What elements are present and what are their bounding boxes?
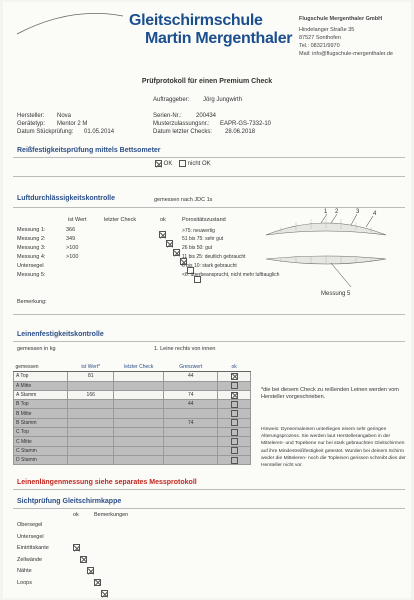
lines-cell-limit: 44	[164, 372, 218, 381]
divider	[13, 314, 405, 315]
lines-ok-checkbox[interactable]	[231, 429, 238, 436]
lines-cell-last	[114, 381, 164, 390]
visual-col-ok: ok	[73, 512, 79, 518]
lines-cell-value	[68, 437, 114, 446]
lines-ok-checkbox[interactable]	[231, 373, 238, 380]
visual-row-checkbox[interactable]	[94, 579, 101, 586]
manufacturer-label: Hersteller:	[17, 113, 45, 119]
lines-table	[13, 363, 251, 465]
lines-cell-ok	[218, 455, 251, 464]
diagram-number-2: 2	[335, 209, 339, 215]
lines-cell-value	[68, 428, 114, 437]
lines-cell-last	[114, 400, 164, 409]
air-row-label: Messung 3:	[17, 245, 46, 251]
visual-row-checkbox[interactable]	[101, 590, 108, 597]
air-row-label: Messung 4:	[17, 254, 46, 260]
approval-label: Musterzulassungsnr.:	[153, 121, 210, 127]
wing-diagram	[261, 205, 391, 297]
lines-ok-checkbox[interactable]	[231, 457, 238, 464]
lines-cell-last	[114, 409, 164, 418]
lines-cell-ok	[218, 437, 251, 446]
lines-cell-name: B Stamm	[14, 418, 68, 427]
lines-cell-limit: 74	[164, 418, 218, 427]
diagram-number-1: 1	[324, 209, 328, 215]
table-row	[14, 372, 251, 381]
last-check-value: 28.06.2018	[225, 129, 256, 135]
paraglider-swoosh-icon	[15, 8, 125, 38]
logo-line-2: Martin Mergenthaler	[145, 30, 293, 47]
lines-ok-checkbox[interactable]	[231, 382, 238, 389]
logo-line-1: Gleitschirmschule	[129, 12, 263, 29]
lines-cell-name: D Stamm	[14, 455, 68, 464]
tear-not-ok-checkbox[interactable]	[179, 160, 186, 167]
lines-hint: Hinweis: Dyneemaleinen unterliegen einem sehr geringen Alterungsprozess. Sie werden laut Herstellerangaben in der Mitteleren- und Topebene nur bei stark gebrauchten Gleitschirmen auf ihre Mindestreißfestigkeit getestet. Wurden bei deinem Schirm weder die Mitteleren- noch die Topleinen gerissen schreibt dies der Hersteller nicht vor.	[261, 427, 406, 469]
page-title: Prüfprotokoll für einen Premium Check	[141, 78, 273, 85]
tear-ok[interactable]	[155, 160, 172, 167]
serial-label: Serien-Nr.:	[153, 113, 182, 119]
address-line-3: Tel.: 08321/9970	[299, 43, 340, 49]
lines-cell-limit: 44	[164, 400, 218, 409]
lines-cell-limit	[164, 409, 218, 418]
air-row-checkbox[interactable]	[159, 231, 166, 238]
diagram-caption: Messung 5	[321, 291, 351, 297]
air-row-value: >100	[66, 254, 79, 260]
lines-cell-value: 166	[68, 390, 114, 399]
address-line-4: Mail: info@flugschule-mergenthaler.de	[299, 51, 393, 57]
lines-note: 1. Leine rechts von innen	[154, 346, 216, 352]
air-col-ok: ok	[160, 217, 166, 223]
visual-row-label: Zellwände	[17, 556, 43, 563]
date-piece-label: Datum Stückprüfung:	[17, 129, 74, 135]
lines-ok-checkbox[interactable]	[231, 401, 238, 408]
lines-cell-ok	[218, 409, 251, 418]
length-note: Leinenlängenmessung siehe separates Messprotokoll	[17, 479, 197, 486]
lines-cell-name: B Top	[14, 400, 68, 409]
type-label: Gerätetyp:	[17, 121, 46, 127]
lines-cell-limit	[164, 437, 218, 446]
lines-side-note: *die bei diesem Check zu reißenden Leinen werden vom Hersteller vorgeschrieben.	[261, 387, 399, 400]
air-col-actual: ist Wert	[68, 217, 87, 223]
air-row-label: Untersegel	[17, 263, 44, 269]
lines-cell-limit	[164, 381, 218, 390]
visual-row-label: Loops	[17, 579, 32, 586]
air-row-checkbox[interactable]	[166, 240, 173, 247]
visual-row-checkbox[interactable]	[73, 544, 80, 551]
client-label: Auftraggeber:	[153, 97, 190, 103]
air-row-value: >100	[66, 245, 79, 251]
lines-cell-name: C Stamm	[14, 446, 68, 455]
lines-cell-limit	[164, 428, 218, 437]
address-line-1: Hindelanger Straße 35	[299, 27, 355, 33]
lines-cell-limit	[164, 455, 218, 464]
lines-cell-ok	[218, 418, 251, 427]
lines-cell-value	[68, 455, 114, 464]
lines-header-cell: Grenzwert	[164, 363, 218, 372]
protocol-page	[3, 2, 411, 598]
lines-cell-last	[114, 446, 164, 455]
lines-cell-limit	[164, 446, 218, 455]
visual-row-label: Obersegel	[17, 522, 43, 528]
lines-cell-last	[114, 428, 164, 437]
divider	[13, 176, 405, 177]
lines-ok-checkbox[interactable]	[231, 447, 238, 454]
visual-row-label: Untersegel	[17, 533, 44, 540]
lines-cell-last	[114, 455, 164, 464]
air-section-title: Luftdurchlässigkeitskontrolle	[17, 195, 116, 202]
lines-ok-checkbox[interactable]	[231, 419, 238, 426]
lines-cell-value	[68, 418, 114, 427]
porosity-item: 11 bis 25: deutlich gebraucht	[182, 254, 246, 260]
visual-row-label: Eintrittskante	[17, 545, 49, 551]
lines-cell-value	[68, 446, 114, 455]
diagram-number-3: 3	[356, 209, 360, 215]
lines-ok-checkbox[interactable]	[231, 392, 238, 399]
lines-cell-value: 81	[68, 372, 114, 381]
lines-cell-name: A Top	[14, 372, 68, 381]
lines-header-cell: letzter Check	[114, 363, 164, 372]
visual-row-label: Nähte	[17, 568, 32, 574]
air-row-value: 366	[66, 227, 76, 233]
table-row	[14, 381, 251, 390]
divider	[13, 489, 405, 490]
air-method: gemessen nach JDC 1s	[154, 197, 213, 203]
lines-cell-ok	[218, 372, 251, 381]
table-row	[14, 409, 251, 418]
table-row	[14, 437, 251, 446]
visual-col-remarks: Bemerkungen	[94, 512, 129, 518]
lines-header-row	[14, 363, 251, 372]
air-row-label: Messung 1:	[17, 227, 46, 233]
remark-label: Bemerkung:	[17, 299, 47, 305]
table-row	[14, 390, 251, 399]
lines-cell-value	[68, 400, 114, 409]
tear-ok-checkbox[interactable]	[155, 160, 162, 167]
lines-cell-limit: 74	[164, 390, 218, 399]
type-value: Mentor 2 M	[57, 121, 88, 127]
lines-cell-ok	[218, 381, 251, 390]
porosity-item: 51 bis 75: sehr gut	[182, 236, 224, 242]
school-name: Flugschule Mergenthaler GmbH	[299, 16, 383, 22]
air-row-checkbox[interactable]	[173, 249, 180, 256]
lines-cell-ok	[218, 428, 251, 437]
tear-section-title: Reißfestigkeitsprüfung mittels Bettsometer	[17, 147, 161, 154]
lines-cell-last	[114, 437, 164, 446]
lines-cell-last	[114, 390, 164, 399]
air-row-value: 349	[66, 236, 76, 242]
air-row-label: Messung 2:	[17, 236, 46, 242]
lines-cell-ok	[218, 446, 251, 455]
porosity-item: <6: überbeansprucht, nicht mehr lufttauglich	[182, 272, 280, 278]
lines-cell-name: B Mitte	[14, 409, 68, 418]
lines-ok-checkbox[interactable]	[231, 410, 238, 417]
divider	[13, 508, 405, 509]
diagram-number-4: 4	[373, 211, 377, 217]
lines-cell-ok	[218, 390, 251, 399]
approval-value: EAPR-GS-7332-10	[220, 121, 272, 127]
tear-ok-label: OK	[163, 161, 173, 168]
lines-header-cell: gemessen	[14, 363, 68, 372]
porosity-item: 6 bis 10: stark gebraucht	[182, 263, 237, 269]
lines-cell-name: C Top	[14, 428, 68, 437]
table-row	[14, 418, 251, 427]
porosity-item: >75: neuwertig	[182, 228, 215, 234]
table-row	[14, 428, 251, 437]
visual-row-checkbox[interactable]	[87, 567, 94, 574]
lines-cell-name: A Stamm	[14, 390, 68, 399]
visual-section-title: Sichtprüfung Gleitschirmkappe	[17, 498, 122, 505]
table-row	[14, 455, 251, 464]
air-row-label: Messung 5:	[17, 272, 46, 278]
air-col-porosity: Porositätszustand	[182, 217, 226, 223]
table-row	[14, 400, 251, 409]
lines-cell-name: C Mitte	[14, 437, 68, 446]
date-piece-value: 01.05.2014	[84, 129, 115, 135]
air-col-last: letzter Check	[104, 217, 137, 223]
porosity-item: 26 bis 50: gut	[182, 245, 213, 251]
lines-cell-last	[114, 372, 164, 381]
lines-unit: gemessen in kg	[17, 346, 56, 352]
lines-ok-checkbox[interactable]	[231, 438, 238, 445]
client-value: Jörg Jungwirth	[203, 97, 243, 103]
lines-cell-name: A Mitte	[14, 381, 68, 390]
tear-not-ok[interactable]	[179, 160, 211, 167]
last-check-label: Datum letzter Checks:	[153, 129, 213, 135]
lines-cell-ok	[218, 400, 251, 409]
lines-cell-value	[68, 409, 114, 418]
lines-header-cell: ok	[218, 363, 251, 372]
divider	[13, 341, 405, 342]
lines-cell-last	[114, 418, 164, 427]
manufacturer-value: Nova	[57, 113, 72, 119]
table-row	[14, 446, 251, 455]
tear-not-ok-label: nicht OK	[187, 161, 211, 168]
address-line-2: 87527 Sonthofen	[299, 35, 341, 41]
lines-header-cell: ist Wert*	[68, 363, 114, 372]
serial-value: 200434	[196, 113, 217, 119]
visual-row-checkbox[interactable]	[80, 556, 87, 563]
lines-cell-value	[68, 381, 114, 390]
lines-section-title: Leinenfestigkeitskontrolle	[17, 331, 104, 338]
divider	[13, 157, 405, 158]
